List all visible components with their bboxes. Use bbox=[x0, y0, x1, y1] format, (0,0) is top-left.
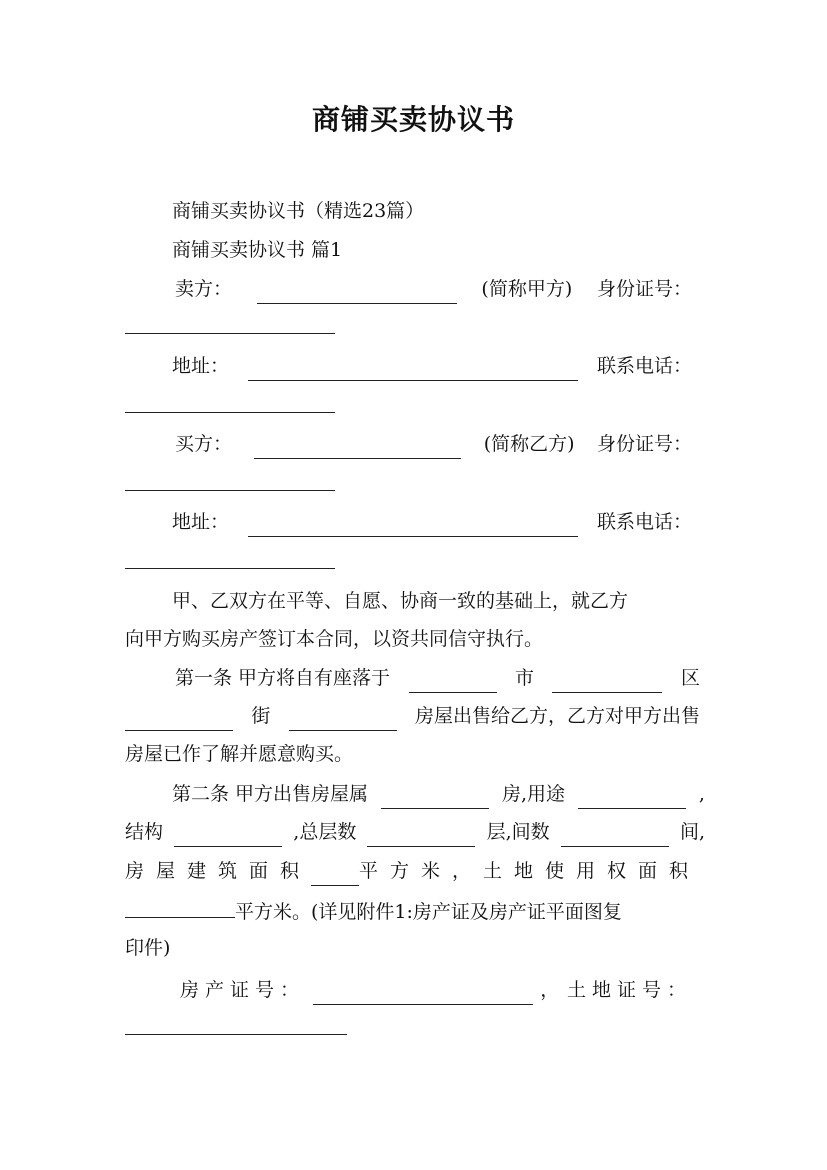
article2-line-1 bbox=[172, 779, 705, 809]
seller-short-name: (简称甲方) bbox=[481, 278, 573, 300]
article1-line-2 bbox=[125, 701, 700, 731]
house-cert-label: 房产证号： bbox=[180, 979, 306, 1001]
preamble-line-1: 甲、乙双方在平等、自愿、协商一致的基础上，就乙方 bbox=[172, 590, 629, 612]
buyer-address-label: 地址： bbox=[172, 511, 230, 533]
buyer-name-blank bbox=[254, 436, 461, 459]
article2-comma: , bbox=[698, 783, 705, 805]
article1-district: 区 bbox=[680, 667, 700, 689]
article1-district-blank bbox=[125, 708, 233, 731]
buyer-line bbox=[175, 429, 692, 459]
article2-land-blank bbox=[125, 895, 235, 918]
buyer-label: 买方： bbox=[175, 433, 233, 455]
preamble-line-2: 向甲方购买房产签订本合同，以资共同信守执行。 bbox=[125, 628, 544, 650]
article2-floors: ,总层数 bbox=[293, 821, 357, 843]
article2-structure: 结构 bbox=[125, 821, 164, 843]
article2-room: 间, bbox=[679, 821, 705, 843]
document-subtitle: 商铺买卖协议书（精选23篇） bbox=[172, 200, 425, 222]
article2-rooms-blank bbox=[561, 824, 669, 847]
article2-sqm2: 平方米。(详见附件1:房产证及房产证平面图复 bbox=[235, 901, 622, 923]
cert-separator: ， bbox=[540, 979, 560, 1001]
seller-id-label: 身份证号： bbox=[596, 278, 692, 300]
seller-name-blank bbox=[257, 281, 457, 304]
article1-city: 市 bbox=[514, 667, 534, 689]
article1-line-3: 房屋已作了解并愿意购买。 bbox=[125, 743, 354, 765]
article2-land-label: 土地使用权面积 bbox=[482, 860, 700, 882]
buyer-short-name: (简称乙方) bbox=[483, 433, 575, 455]
article2-sqm: 平方米， bbox=[358, 860, 483, 882]
document-title: 商铺买卖协议书 bbox=[311, 103, 515, 136]
section-heading: 商铺买卖协议书 篇1 bbox=[172, 239, 343, 261]
article2-layer: 层,间数 bbox=[486, 821, 550, 843]
buyer-id-blank bbox=[125, 490, 335, 491]
seller-id-blank bbox=[125, 333, 335, 334]
seller-address-label: 地址： bbox=[172, 355, 230, 377]
buyer-address-blank bbox=[248, 514, 578, 537]
buyer-id-label: 身份证号： bbox=[596, 433, 692, 455]
buyer-phone-label: 联系电话： bbox=[596, 511, 692, 533]
article2-type-blank bbox=[381, 786, 489, 809]
seller-phone-label: 联系电话： bbox=[596, 355, 692, 377]
article2-prefix: 第二条 甲方出售房屋属 bbox=[172, 783, 369, 805]
seller-label: 卖方： bbox=[175, 278, 233, 300]
seller-phone-blank bbox=[125, 412, 335, 413]
article1-street-blank bbox=[289, 708, 397, 731]
certificates-line bbox=[180, 975, 692, 1005]
article2-area-blank bbox=[311, 863, 359, 886]
article2-line-3 bbox=[125, 856, 700, 886]
seller-line bbox=[175, 274, 692, 304]
article2-line-4 bbox=[125, 895, 705, 927]
buyer-phone-blank bbox=[125, 568, 335, 569]
article2-use-blank bbox=[578, 786, 686, 809]
article2-line-5: 印件) bbox=[125, 937, 171, 959]
seller-address-line bbox=[172, 351, 692, 381]
article1-city-blank bbox=[552, 670, 662, 693]
article1-rest: 房屋出售给乙方，乙方对甲方出售 bbox=[414, 705, 700, 727]
article2-structure-blank bbox=[174, 824, 282, 847]
house-cert-blank bbox=[313, 982, 533, 1005]
article1-prefix: 第一条 甲方将自有座落于 bbox=[175, 667, 391, 689]
article2-house: 房,用途 bbox=[501, 783, 565, 805]
land-cert-label: 土地证号： bbox=[566, 979, 692, 1001]
land-cert-blank bbox=[125, 1034, 347, 1035]
article1-line-1 bbox=[175, 663, 700, 693]
article1-street: 街 bbox=[251, 705, 271, 727]
article2-floors-blank bbox=[367, 824, 475, 847]
article2-line-2 bbox=[125, 817, 705, 847]
buyer-address-line bbox=[172, 507, 692, 537]
article2-area-label: 房屋建筑面积 bbox=[125, 860, 312, 882]
article1-location-blank bbox=[409, 670, 497, 693]
seller-address-blank bbox=[248, 358, 578, 381]
